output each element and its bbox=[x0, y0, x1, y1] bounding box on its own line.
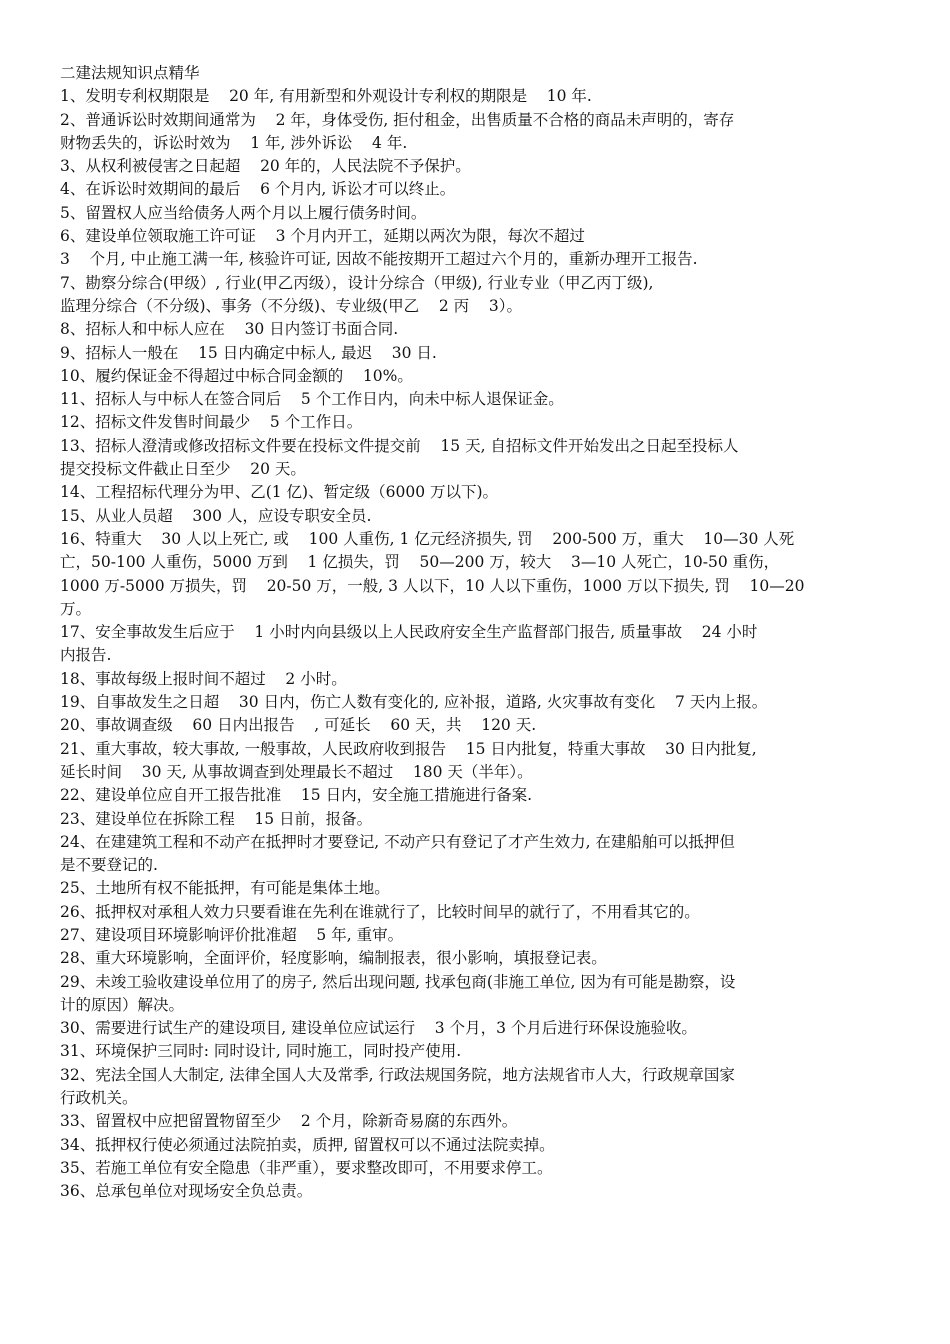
text-line: 11、招标人与中标人在签合同后 5 个工作日内，向未中标人退保证金。 bbox=[60, 390, 564, 409]
text-line: 15、从业人员超 300 人，应设专职安全员. bbox=[60, 506, 372, 525]
text-line: 23、建设单位在拆除工程 15 日前，报备。 bbox=[60, 809, 373, 828]
text-line: 27、建设项目环境影响评价批准超 5 年, 重审。 bbox=[60, 925, 404, 944]
text-line: 计的原因）解决。 bbox=[60, 995, 185, 1014]
text-line: 24、在建建筑工程和不动产在抵押时才要登记, 不动产只有登记了才产生效力, 在建船舶可以抵押但 bbox=[60, 832, 735, 851]
text-line: 13、招标人澄清或修改招标文件要在投标文件提交前 15 天, 自招标文件开始发出之日起至投标人 bbox=[60, 436, 739, 455]
text-line: 1、发明专利权期限是 20 年, 有用新型和外观设计专利权的期限是 10 年. bbox=[60, 87, 592, 106]
text-line: 万。 bbox=[60, 599, 92, 618]
text-line: 4、在诉讼时效期间的最后 6 个月内, 诉讼才可以终止。 bbox=[60, 180, 456, 199]
text-line: 31、环境保护三同时: 同时设计, 同时施工，同时投产使用. bbox=[60, 1042, 462, 1061]
text-line: 33、留置权中应把留置物留至少 2 个月，除新奇易腐的东西外。 bbox=[60, 1112, 518, 1131]
text-line: 1000 万-5000 万损失，罚 20-50 万，一般, 3 人以下，10 人以下重伤，1000 万以下损失, 罚 10—20 bbox=[60, 576, 805, 595]
text-line: 16、特重大 30 人以上死亡, 或 100 人重伤, 1 亿元经济损失, 罚 200-500 万，重大 10—30 人死 bbox=[60, 529, 795, 548]
text-line: 21、重大事故，较大事故, 一般事故，人民政府收到报告 15 日内批复，特重大事故 30 日内批复, bbox=[60, 739, 757, 758]
text-line: 32、宪法全国人大制定, 法律全国人大及常季, 行政法规国务院，地方法规省市人大，行政规章国家 bbox=[60, 1065, 735, 1084]
text-line: 17、安全事故发生后应于 1 小时内向县级以上人民政府安全生产监督部门报告, 质量事故 24 小时 bbox=[60, 623, 758, 642]
document-body bbox=[60, 85, 898, 1203]
text-line: 6、建设单位领取施工许可证 3 个月内开工，延期以两次为限，每次不超过 bbox=[60, 227, 585, 246]
text-line: 14、工程招标代理分为甲、乙(1 亿)、暂定级（6000 万以下)。 bbox=[60, 483, 499, 502]
text-line: 3、从权利被侵害之日起超 20 年的，人民法院不予保护。 bbox=[60, 157, 471, 176]
text-line: 18、事故每级上报时间不超过 2 小时。 bbox=[60, 669, 347, 688]
text-line: 34、抵押权行使必须通过法院拍卖，质押, 留置权可以不通过法院卖掉。 bbox=[60, 1135, 555, 1154]
text-line: 亡，50-100 人重伤，5000 万到 1 亿损失，罚 50—200 万，较大 3—10 人死亡，10-50 重伤， bbox=[60, 553, 780, 572]
text-line: 20、事故调查级 60 日内出报告 , 可延长 60 天，共 120 天. bbox=[60, 716, 537, 735]
text-line: 19、自事故发生之日超 30 日内，伤亡人数有变化的, 应补报，道路, 火灾事故有变化 7 天内上报。 bbox=[60, 693, 768, 712]
text-line: 内报告. bbox=[60, 646, 112, 665]
text-line: 12、招标文件发售时间最少 5 个工作日。 bbox=[60, 413, 363, 432]
text-line: 是不要登记的. bbox=[60, 856, 158, 875]
text-line: 25、土地所有权不能抵押，有可能是集体土地。 bbox=[60, 879, 390, 898]
text-line: 35、若施工单位有安全隐患（非严重），要求整改即可，不用要求停工。 bbox=[60, 1158, 553, 1177]
text-line: 28、重大环境影响，全面评价，轻度影响，编制报表，很小影响，填报登记表。 bbox=[60, 949, 607, 968]
text-line: 36、总承包单位对现场安全负总责。 bbox=[60, 1182, 313, 1201]
document-page bbox=[60, 62, 898, 1204]
text-line: 5、留置权人应当给债务人两个月以上履行债务时间。 bbox=[60, 203, 427, 222]
text-line: 7、勘察分综合(甲级）, 行业(甲乙丙级），设计分综合（甲级), 行业专业（甲乙丙丁级), bbox=[60, 273, 654, 292]
text-line: 监理分综合（不分级)、事务（不分级)、专业级(甲乙 2 丙 3）。 bbox=[60, 296, 522, 315]
text-line: 8、招标人和中标人应在 30 日内签订书面合同. bbox=[60, 320, 399, 339]
text-line: 3 个月, 中止施工满一年, 核验许可证, 因故不能按期开工超过六个月的，重新办理开工报告. bbox=[60, 250, 698, 269]
text-line: 2、普通诉讼时效期间通常为 2 年，身体受伤, 拒付租金，出售质量不合格的商品未声明的，寄存 bbox=[60, 110, 735, 129]
text-line: 行政机关。 bbox=[60, 1089, 138, 1108]
text-line: 29、未竣工验收建设单位用了的房子, 然后出现问题, 找承包商(非施工单位, 因为有可能是勘察，设 bbox=[60, 972, 736, 991]
text-line: 26、抵押权对承租人效力只要看谁在先利在谁就行了，比较时间早的就行了，不用看其它的。 bbox=[60, 902, 700, 921]
document-title: 二建法规知识点精华 bbox=[60, 64, 200, 82]
text-line: 财物丢失的，诉讼时效为 1 年, 涉外诉讼 4 年. bbox=[60, 133, 408, 152]
text-line: 10、履约保证金不得超过中标合同金额的 10%。 bbox=[60, 366, 413, 385]
text-line: 提交投标文件截止日至少 20 天。 bbox=[60, 460, 306, 479]
text-line: 30、需要进行试生产的建设项目, 建设单位应试运行 3 个月，3 个月后进行环保设施验收。 bbox=[60, 1019, 697, 1038]
text-line: 22、建设单位应自开工报告批准 15 日内，安全施工措施进行备案. bbox=[60, 786, 533, 805]
text-line: 延长时间 30 天, 从事故调查到处理最长不超过 180 天（半年）。 bbox=[60, 762, 533, 781]
text-line: 9、招标人一般在 15 日内确定中标人, 最迟 30 日. bbox=[60, 343, 437, 362]
